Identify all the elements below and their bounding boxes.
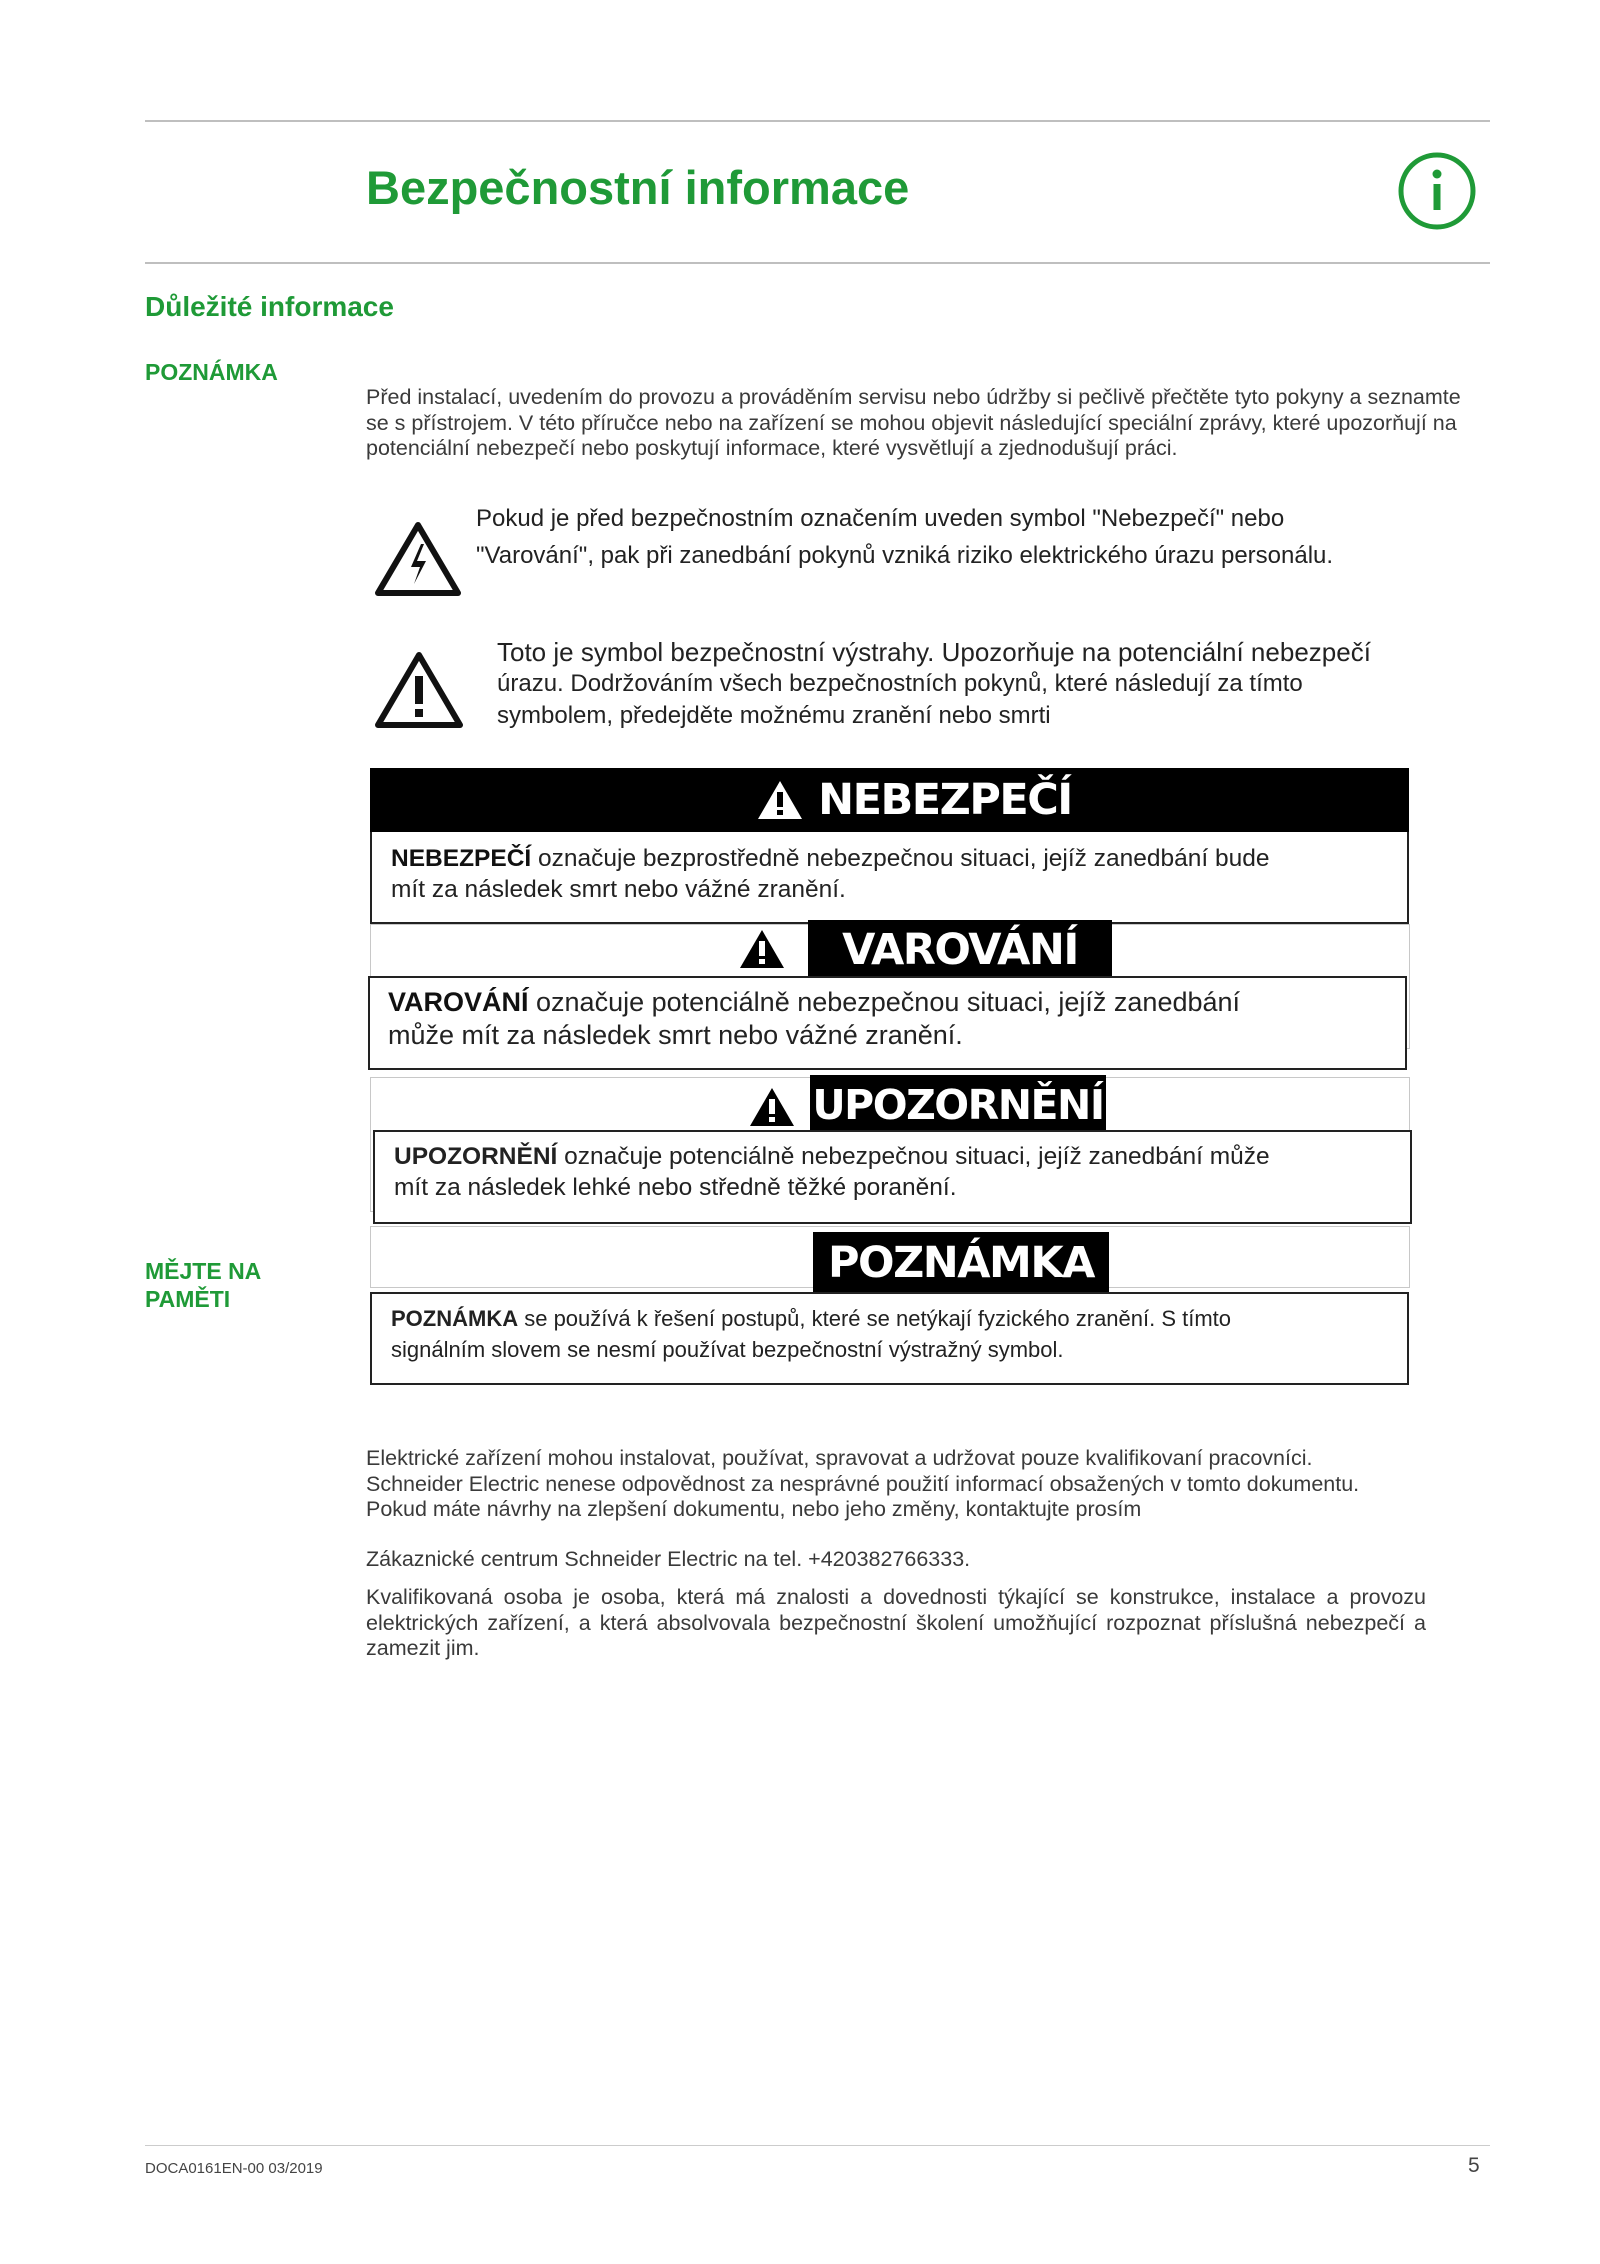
electric-symbol-text [476, 500, 1333, 574]
danger-line1: označuje bezprostředně nebezpečnou situaci, jejíž zanedbání bude [531, 845, 1270, 872]
notice-banner-label: POZNÁMKA [813, 1232, 1109, 1294]
header-divider [145, 262, 1490, 264]
danger-banner-label-wrap [744, 768, 1084, 832]
footer-rule [145, 2145, 1490, 2146]
page-title: Bezpečnostní informace [366, 161, 910, 214]
danger-warning-icon [756, 779, 804, 821]
caution-line2: mít za následek lehké nebo středně těžké poranění. [394, 1174, 957, 1201]
side-label-remember-line2: PAMĚTI [145, 1286, 231, 1312]
warning-line2: může mít za následek smrt nebo vážné zranění. [388, 1020, 963, 1050]
side-label-remember [145, 1257, 261, 1313]
side-label-notice [145, 358, 278, 386]
info-circle-icon [1397, 151, 1477, 231]
electric-symbol-line1: Pokud je před bezpečnostním označením uveden symbol "Nebezpečí" nebo [476, 505, 1285, 532]
remember-p1-line2: Schneider Electric nenese odpovědnost za nesprávné použití informací obsažených v tomto dokumentu. [366, 1471, 1360, 1496]
intro-paragraph: Před instalací, uvedením do provozu a prováděním servisu nebo údržby si pečlivě přečtěte tyto pokyny a seznamte se s přístrojem. V této příručce nebo na zařízení se mohou objevit následující speciální zprávy, které upozorňují na potenciální nebezpečí nebo poskytují informace, které vysvětlují a zjednodušují práci. [366, 385, 1461, 460]
section-heading: Důležité informace [145, 291, 394, 322]
remember-paragraph-2: Zákaznické centrum Schneider Electric na tel. +420382766333. [366, 1547, 971, 1571]
danger-message [391, 843, 1269, 905]
alert-symbol-text [497, 636, 1371, 732]
notice-line1: se používá k řešení postupů, které se netýkají fyzického zranění. S tímto [518, 1306, 1232, 1331]
caution-banner-label: UPOZORNĚNÍ [810, 1075, 1106, 1135]
notice-message [391, 1303, 1231, 1365]
electric-hazard-icon [374, 520, 462, 598]
caution-triangle-icon [748, 1086, 796, 1128]
warning-message [388, 986, 1240, 1052]
danger-word: NEBEZPEČÍ [391, 845, 532, 872]
side-label-remember-line1: MĚJTE NA [145, 1258, 262, 1284]
notice-word: POZNÁMKA [391, 1306, 519, 1331]
caution-line1: označuje potenciálně nebezpečnou situaci, jejíž zanedbání může [557, 1143, 1270, 1170]
footer-doc-code: DOCA0161EN-00 03/2019 [145, 2160, 323, 2177]
alert-symbol-line3: symbolem, předejděte možnému zranění nebo smrti [497, 702, 1051, 729]
notice-line2: signálním slovem se nesmí používat bezpečnostní výstražný symbol. [391, 1337, 1064, 1362]
remember-p1-line1: Elektrické zařízení mohou instalovat, používat, spravovat a udržovat pouze kvalifikovaní pracovníci. [366, 1446, 1313, 1470]
alert-symbol-line2: úrazu. Dodržováním všech bezpečnostních pokynů, které následují za tímto [497, 670, 1303, 697]
warning-word: VAROVÁNÍ [388, 987, 529, 1017]
side-label-notice-text: POZNÁMKA [145, 359, 278, 385]
electric-symbol-line2: "Varování", pak při zanedbání pokynů vzniká riziko elektrického úrazu personálu. [476, 542, 1334, 569]
alert-symbol-line1: Toto je symbol bezpečnostní výstrahy. Upozorňuje na potenciální nebezpečí [497, 637, 1371, 667]
page-number: 5 [1468, 2154, 1480, 2177]
warning-triangle-icon [738, 928, 786, 970]
remember-p1-line3: Pokud máte návrhy na zlepšení dokumentu, nebo jeho změny, kontaktujte prosím [366, 1497, 1142, 1521]
remember-paragraph-1 [366, 1446, 1486, 1523]
danger-line2: mít za následek smrt nebo vážné zranění. [391, 876, 846, 903]
top-rule [145, 120, 1490, 122]
danger-banner-label: NEBEZPEČÍ [818, 775, 1072, 825]
safety-alert-icon [374, 650, 464, 730]
caution-word: UPOZORNĚNÍ [394, 1143, 558, 1170]
caution-message [394, 1141, 1270, 1203]
remember-paragraph-3: Kvalifikovaná osoba je osoba, která má znalosti a dovednosti týkající se konstrukce, instalace a provozu elektrických zařízení, a která absolvovala bezpečnostní školení umožňující rozpoznat příslušná nebezpečí a zamezit jim. [366, 1585, 1426, 1660]
warning-banner-label: VAROVÁNÍ [808, 920, 1112, 980]
warning-line1: označuje potenciálně nebezpečnou situaci, jejíž zanedbání [528, 987, 1241, 1017]
